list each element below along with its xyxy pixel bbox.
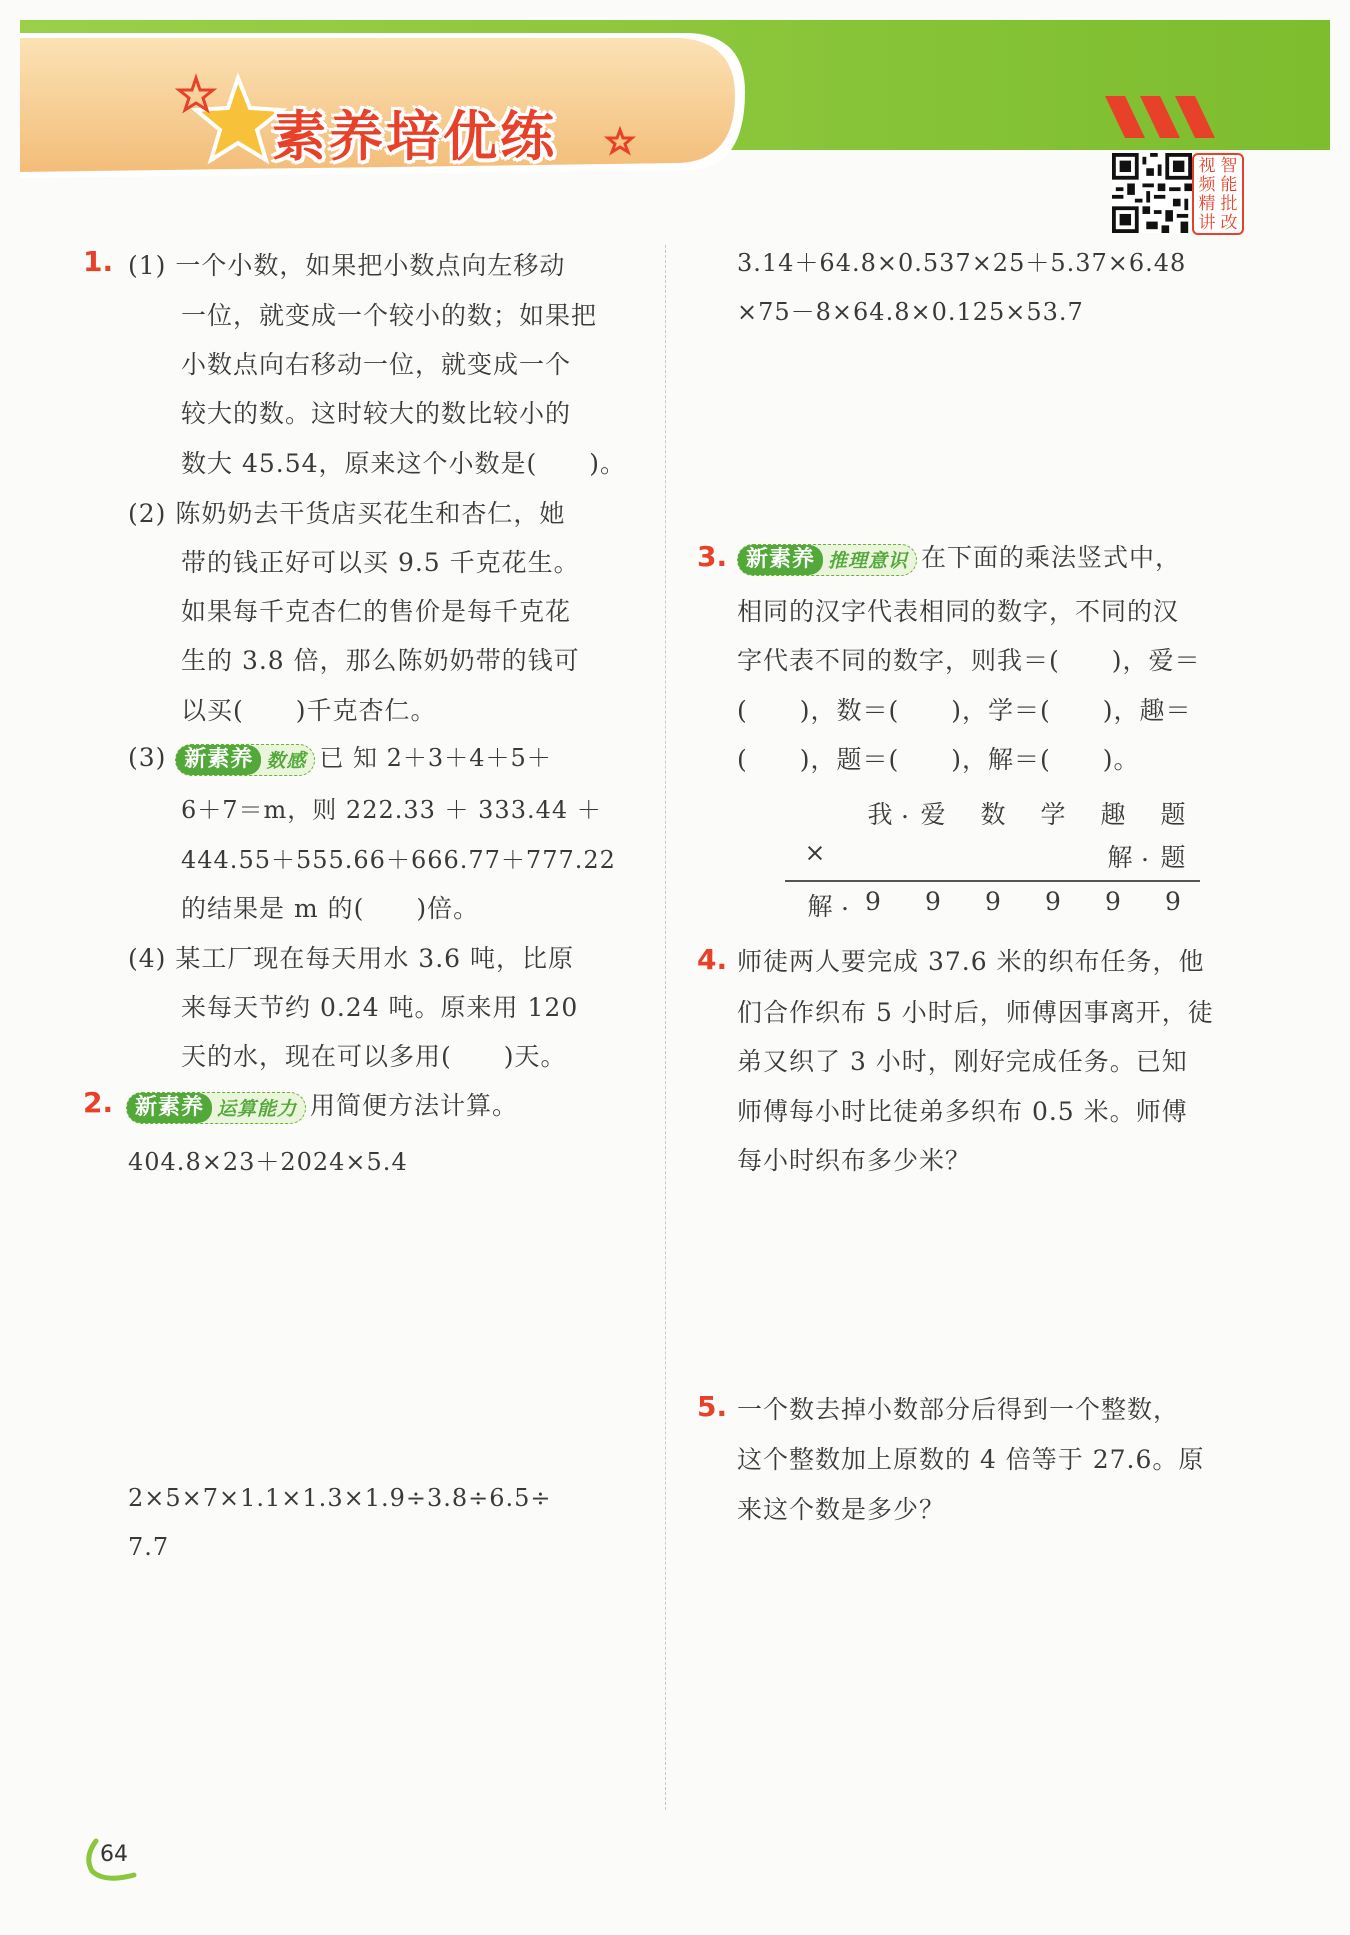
digit-cell: 9 (1105, 887, 1121, 916)
q1-p3-line: 的结果是 m 的( )倍。 (181, 894, 480, 923)
multiplication-rule (785, 880, 1200, 882)
digit-cell: 学 (1040, 800, 1066, 829)
new-literacy-badge: 新素养 推理意识 (737, 544, 917, 576)
q4-line: 每小时织布多少米？ (737, 1146, 972, 1175)
digit-cell: 爱 (920, 800, 946, 829)
q5-line: 来这个数是多少？ (737, 1495, 946, 1524)
digit-cell: 解 (1107, 843, 1133, 872)
digit-cell: 趣 (1100, 800, 1126, 829)
q1-p3-line: (3) 新素养 数感 已 知 2＋3＋4＋5＋ (128, 738, 552, 776)
q4-line: 师傅每小时比徒弟多织布 0.5 米。师傅 (737, 1097, 1188, 1126)
question-2-prompt: 新素养 运算能力 用简便方法计算。 (126, 1086, 518, 1124)
digit-cell: 9 (865, 887, 881, 916)
digit-cell: 9 (985, 887, 1001, 916)
expression: ×75－8×64.8×0.125×53.7 (737, 298, 1084, 326)
digit-cell: 数 (980, 800, 1006, 829)
q1-p1-line: 数大 45.54，原来这个小数是( )。 (181, 449, 627, 478)
question-number: 2. (83, 1086, 114, 1119)
column-divider (665, 245, 666, 1810)
q1-p1-line: 小数点向右移动一位，就变成一个 (181, 350, 572, 379)
expression: 404.8×23＋2024×5.4 (128, 1148, 408, 1176)
q3-line: ( )，题＝( )，解＝( )。 (737, 745, 1140, 774)
q3-line: 字代表不同的数字，则我＝( )，爱＝ (737, 646, 1201, 675)
digit-cell: . (1141, 838, 1149, 867)
q1-p3-line: 6＋7＝m，则 222.33 ＋ 333.44 ＋ (181, 796, 602, 824)
qr-label: 视 智 频 能 精 批 讲 改 (1192, 153, 1244, 235)
question-3-prompt: 新素养 推理意识 在下面的乘法竖式中， (737, 538, 1181, 576)
new-literacy-badge: 新素养 运算能力 (126, 1092, 306, 1124)
q1-p2-line: 生的 3.8 倍，那么陈奶奶带的钱可 (181, 646, 580, 675)
times-sign: × (804, 838, 826, 867)
question-number: 1. (83, 245, 114, 278)
q4-line: 们合作织布 5 小时后，师傅因事离开，徒 (737, 998, 1214, 1027)
qr-code-image (1112, 153, 1192, 233)
q3-line: 相同的汉字代表相同的数字，不同的汉 (737, 597, 1180, 626)
digit-cell: 9 (1165, 887, 1181, 916)
expression: 2×5×7×1.1×1.3×1.9÷3.8÷6.5÷ (128, 1484, 552, 1512)
digit-cell: 9 (1045, 887, 1061, 916)
section-title: 素养培优练 (272, 105, 557, 168)
q5-line: 这个整数加上原数的 4 倍等于 27.6。原 (737, 1445, 1205, 1474)
page-number: 64 (100, 1842, 128, 1867)
qr-code[interactable] (1112, 153, 1192, 233)
q1-p2-line: 带的钱正好可以买 9.5 千克花生。 (181, 548, 580, 577)
q1-p4-line: 来每天节约 0.24 吨。原来用 120 (181, 993, 579, 1022)
q1-p3-line: 444.55＋555.66＋666.77＋777.22 (181, 846, 616, 874)
q1-p1-line: 较大的数。这时较大的数比较小的 (181, 399, 572, 428)
expression: 7.7 (128, 1533, 170, 1561)
q1-p4-line: (4) 某工厂现在每天用水 3.6 吨，比原 (128, 944, 575, 973)
q4-line: 弟又织了 3 小时，刚好完成任务。已知 (737, 1047, 1188, 1076)
question-number: 4. (697, 943, 728, 976)
q1-p1-line: 一位，就变成一个较小的数；如果把 (181, 301, 598, 330)
q1-p2-line: 以买( )千克杏仁。 (181, 696, 437, 725)
digit-cell: . (841, 887, 849, 916)
q5-line: 一个数去掉小数部分后得到一个整数， (737, 1395, 1180, 1424)
q1-p4-line: 天的水，现在可以多用( )天。 (181, 1042, 567, 1071)
q1-p2-line: 如果每千克杏仁的售价是每千克花 (181, 597, 572, 626)
expression: 3.14＋64.8×0.537×25＋5.37×6.48 (737, 249, 1187, 277)
digit-cell: 题 (1160, 800, 1186, 829)
new-literacy-badge: 新素养 数感 (175, 744, 315, 776)
question-number: 3. (697, 540, 728, 573)
digit-cell: 我 (867, 800, 893, 829)
digit-cell: 题 (1160, 843, 1186, 872)
q1-p1-line: (1) 一个小数，如果把小数点向左移动 (128, 251, 566, 280)
q3-line: ( )，数＝( )，学＝( )，趣＝ (737, 696, 1192, 725)
q4-line: 师徒两人要完成 37.6 米的织布任务，他 (737, 947, 1205, 976)
question-number: 5. (697, 1390, 728, 1423)
digit-cell: 9 (925, 887, 941, 916)
q1-p2-line: (2) 陈奶奶去干货店买花生和杏仁，她 (128, 499, 566, 528)
digit-cell: 解 (807, 892, 833, 921)
digit-cell: . (901, 795, 909, 824)
